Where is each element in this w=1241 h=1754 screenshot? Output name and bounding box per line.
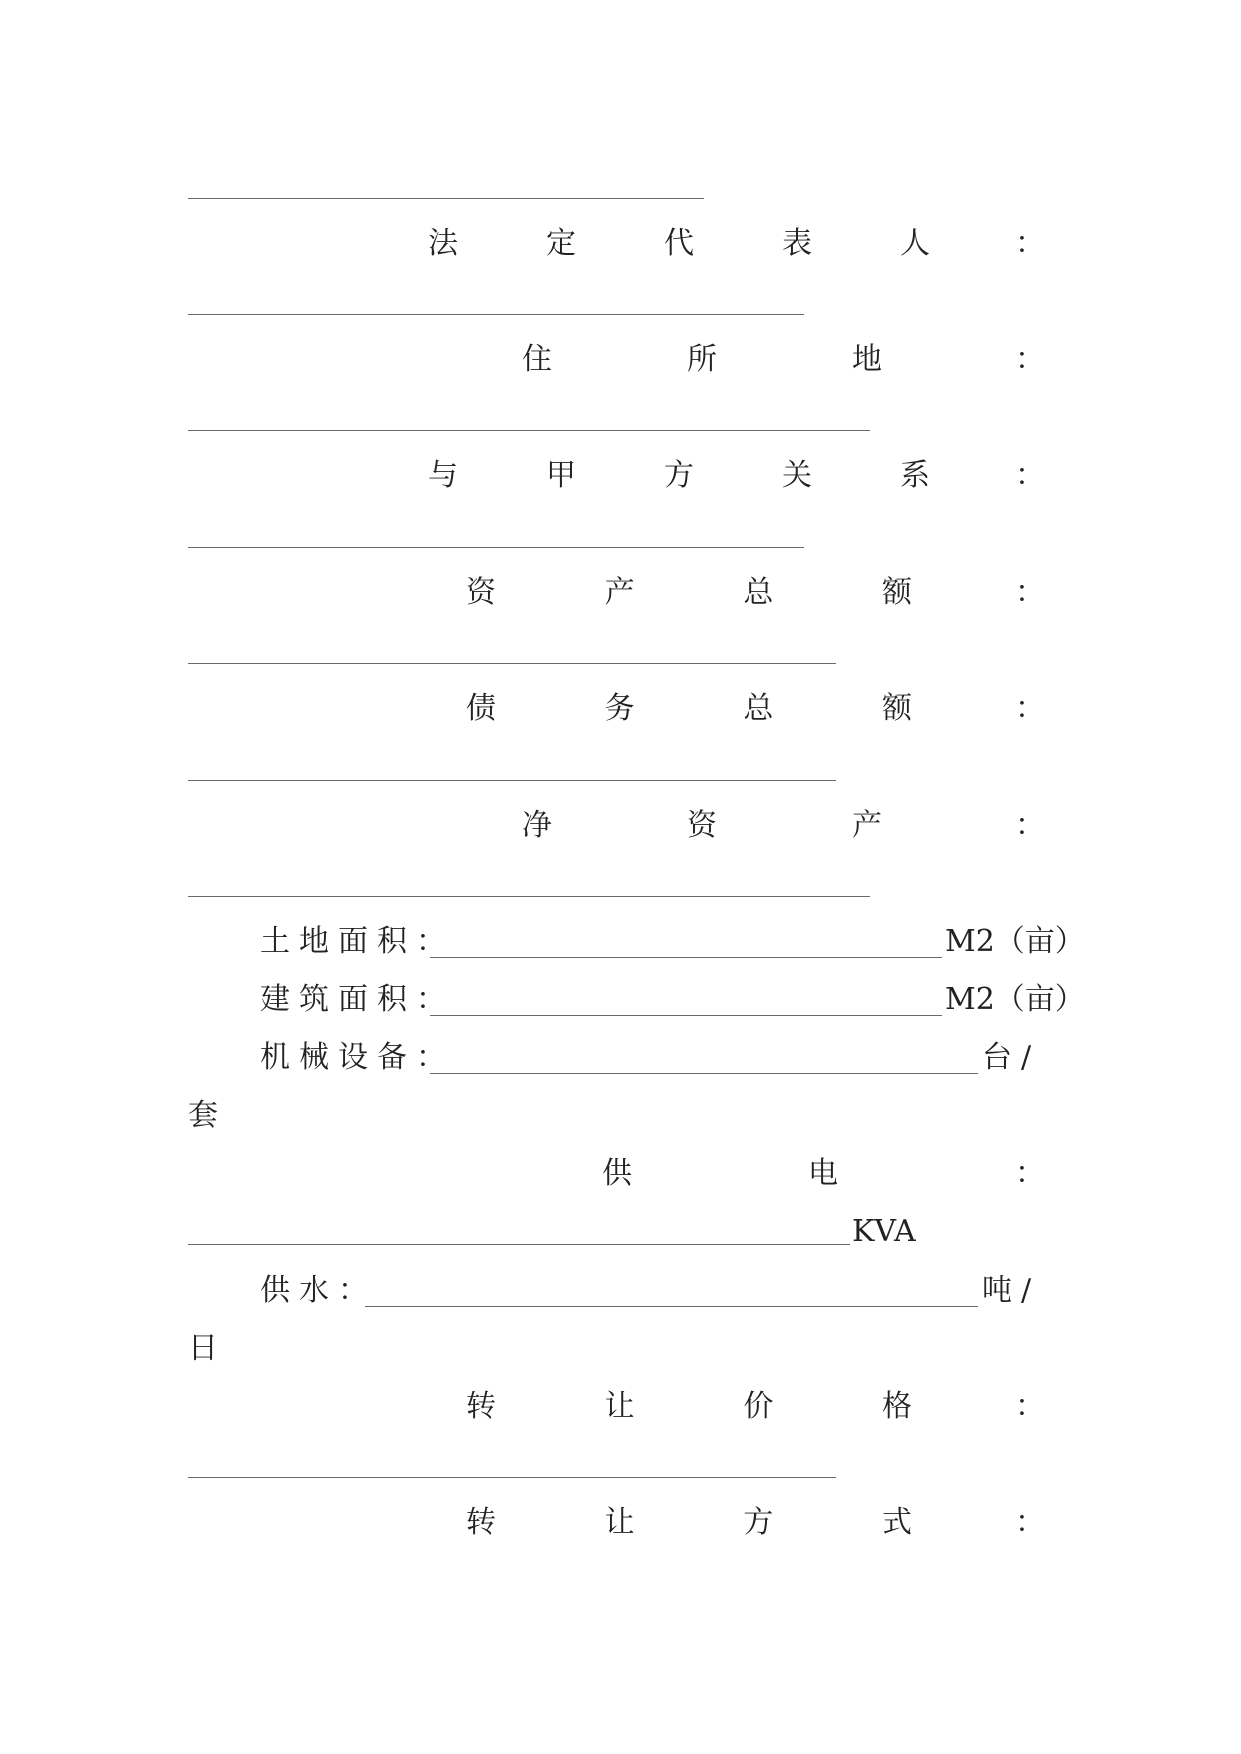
label-char: 价 — [743, 1389, 774, 1424]
colon: ： — [1015, 1156, 1045, 1191]
colon: ： — [1015, 575, 1045, 610]
transfer-price-blank — [188, 1477, 836, 1478]
net-assets-label — [522, 801, 882, 851]
label-char: 务 — [604, 691, 635, 726]
label-char: 地 — [852, 342, 882, 377]
label-char: 与 — [428, 458, 458, 493]
label-char: 电 — [808, 1156, 838, 1191]
legal-representative-label — [428, 219, 930, 269]
water-supply-unit-wrap: 日 — [188, 1331, 218, 1366]
building-area-blank — [430, 1015, 942, 1016]
label-char: 甲 — [546, 458, 576, 493]
transfer-price-label — [466, 1382, 912, 1432]
label-char: 让 — [604, 1389, 635, 1424]
colon: ： — [1015, 808, 1045, 843]
colon: ： — [1015, 226, 1045, 261]
label-char: 债 — [466, 691, 496, 726]
label-char: 关 — [782, 458, 812, 493]
label-char: 资 — [466, 575, 496, 610]
water-supply-label: 供水： — [260, 1273, 377, 1308]
blank-line — [188, 198, 704, 199]
label-char: 法 — [428, 226, 458, 261]
machinery-blank — [430, 1073, 978, 1074]
label-char: 供 — [602, 1156, 632, 1191]
total-assets-label — [466, 568, 912, 618]
power-supply-blank — [188, 1244, 850, 1245]
label-char: 总 — [743, 691, 774, 726]
legal-representative-blank — [188, 314, 804, 315]
transfer-method-label — [466, 1498, 912, 1548]
label-char: 格 — [881, 1389, 912, 1424]
label-char: 额 — [881, 691, 912, 726]
colon: ： — [1015, 691, 1045, 726]
label-char: 转 — [466, 1505, 496, 1540]
label-char: 产 — [852, 808, 882, 843]
power-supply-label — [602, 1149, 838, 1199]
label-char: 方 — [664, 458, 694, 493]
land-area-label: 土地面积： — [260, 924, 455, 959]
label-char: 所 — [687, 342, 717, 377]
label-char: 系 — [900, 458, 930, 493]
label-char: 产 — [604, 575, 635, 610]
net-assets-blank — [188, 896, 870, 897]
machinery-label: 机械设备： — [260, 1040, 455, 1075]
domicile-label — [522, 335, 882, 385]
relation-blank — [188, 547, 804, 548]
machinery-unit-wrap: 套 — [188, 1098, 218, 1133]
colon: ： — [1015, 458, 1045, 493]
label-char: 表 — [782, 226, 812, 261]
land-area-unit: M2（亩） — [945, 924, 1085, 959]
building-area-label: 建筑面积： — [260, 982, 455, 1017]
label-char: 转 — [466, 1389, 496, 1424]
label-char: 净 — [522, 808, 552, 843]
building-area-unit: M2（亩） — [945, 982, 1085, 1017]
power-supply-unit: KVA — [852, 1214, 916, 1249]
colon: ： — [1015, 1505, 1045, 1540]
machinery-unit: 台/ — [982, 1040, 1041, 1075]
water-supply-unit: 吨/ — [982, 1273, 1041, 1308]
land-area-blank — [430, 957, 942, 958]
label-char: 住 — [522, 342, 552, 377]
label-char: 资 — [687, 808, 717, 843]
label-char: 让 — [604, 1505, 635, 1540]
total-assets-blank — [188, 663, 836, 664]
relation-label — [428, 451, 930, 501]
colon: ： — [1015, 342, 1045, 377]
label-char: 方 — [743, 1505, 774, 1540]
colon: ： — [1015, 1389, 1045, 1424]
label-char: 人 — [900, 226, 930, 261]
water-supply-blank — [365, 1306, 978, 1307]
label-char: 额 — [881, 575, 912, 610]
label-char: 总 — [743, 575, 774, 610]
domicile-blank — [188, 430, 870, 431]
label-char: 式 — [881, 1505, 912, 1540]
label-char: 代 — [664, 226, 694, 261]
total-debt-blank — [188, 780, 836, 781]
label-char: 定 — [546, 226, 576, 261]
total-debt-label — [466, 684, 912, 734]
